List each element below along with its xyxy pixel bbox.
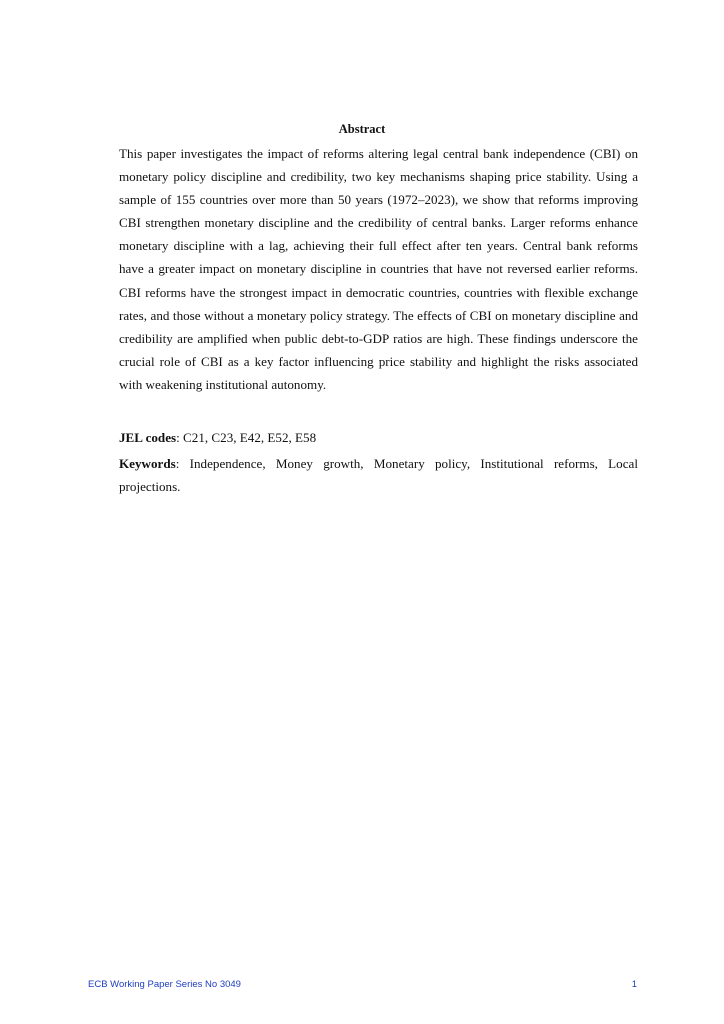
footer-series-title: ECB Working Paper Series No 3049: [88, 979, 241, 990]
jel-codes-label: JEL codes: [119, 430, 177, 445]
jel-codes-value: : C21, C23, E42, E52, E58: [176, 430, 317, 445]
abstract-text: This paper investigates the impact of reforms altering legal central bank independence (CBI) on monetary policy discipline and credibility, two key mechanisms shaping price stability. Using a sample of 155 countries over more than 50 years (1972–2023), we show that reforms improving CBI strengthen monetary discipline and the credibility of central banks. Larger reforms enhance monetary discipline with a lag, achieving their full effect after ten years. Central bank reforms have a greater impact on monetary discipline in countries that have not reversed earlier reforms. CBI reforms have the strongest impact in democratic countries, countries with flexible exchange rates, and those without a monetary policy strategy. The effects of CBI on monetary discipline and credibility are amplified when public debt-to-GDP ratios are high. These findings underscore the crucial role of CBI as a key factor influencing price stability and highlight the risks associated with weakening institutional autonomy.: [119, 146, 638, 392]
keywords: [119, 452, 638, 498]
footer-page-number: 1: [631, 979, 637, 990]
keywords-value: : Independence, Money growth, Monetary policy, Institutional reforms, Local projections.: [119, 456, 638, 495]
abstract-heading: Abstract: [338, 122, 386, 136]
keywords-label: Keywords: [119, 456, 176, 471]
jel-codes: [119, 426, 638, 449]
